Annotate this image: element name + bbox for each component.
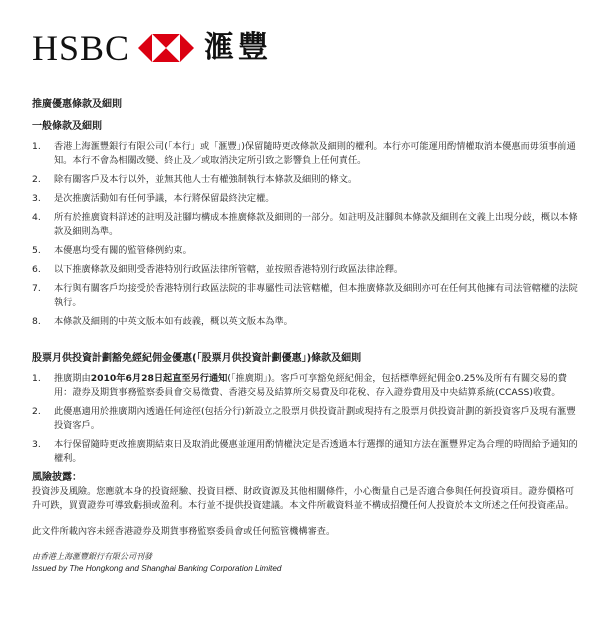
list-item xyxy=(32,438,582,466)
item-number: 6. xyxy=(32,264,41,275)
item-text: 本優惠均受有關的監管條例約束。 xyxy=(54,245,192,256)
regulatory-notice: 此文件所載內容未經香港證券及期貨事務監察委員會或任何監管機構審查。 xyxy=(32,526,336,537)
hsbc-hexagon-icon xyxy=(138,34,194,62)
item-text: 所有於推廣資料詳述的註明及註腳均構成本推廣條款及細則的一部分。如註明及註腳與本條款及細則在文義上出現分歧，概以本條款及細則為準。 xyxy=(54,212,578,237)
item-number: 3. xyxy=(32,193,41,204)
list-item xyxy=(32,211,582,239)
item-text: 香港上海滙豐銀行有限公司(「本行」或「滙豐」)保留隨時更改條款及細則的權利。本行亦可能運用酌情權取消本優惠而毋須事前通知。本行不會為相關改變、終止及／或取消決定所引致之影響負上任何責任。 xyxy=(54,141,576,166)
general-terms-list xyxy=(32,140,582,329)
item-number: 3. xyxy=(32,439,41,450)
item-text: 本行保留隨時更改推廣期結束日及取消此優惠並運用酌情權決定是否透過本行選擇的通知方法在滙豐界定為合理的時間給予通知的權利。 xyxy=(54,439,578,464)
item-number: 4. xyxy=(32,212,41,223)
item-number: 1. xyxy=(32,141,41,152)
item-text: 是次推廣活動如有任何爭議，本行將保留最終決定權。 xyxy=(54,193,275,204)
section1-subheading: 一般條款及細則 xyxy=(32,121,102,132)
item-number: 5. xyxy=(32,245,41,256)
list-item xyxy=(32,192,582,206)
risk-disclosure-title: 風險披露： xyxy=(32,472,82,483)
section1-heading: 推廣優惠條款及細則 xyxy=(32,99,122,110)
section2-heading: 股票月供投資計劃豁免經紀佣金優惠(「股票月供投資計劃優惠」)條款及細則 xyxy=(32,353,362,364)
list-item xyxy=(32,173,582,187)
item-number: 2. xyxy=(32,406,41,417)
list-item xyxy=(32,263,582,277)
item-number: 8. xyxy=(32,316,41,327)
list-item xyxy=(32,140,582,168)
item-text xyxy=(54,372,582,400)
terms-content xyxy=(32,98,582,575)
item-text: 本條款及細則的中英文版本如有歧義，概以英文版本為準。 xyxy=(54,316,293,327)
list-item xyxy=(32,244,582,258)
logo-wordmark: HSBC xyxy=(32,28,131,68)
list-item xyxy=(32,405,582,433)
issuer-chinese: 由香港上海滙豐銀行有限公司刊發 xyxy=(32,552,152,561)
list-item xyxy=(32,372,582,400)
list-item xyxy=(32,282,582,310)
hsbc-logo xyxy=(32,28,272,68)
item-text: 以下推廣條款及細則受香港特別行政區法律所管轄，並按照香港特別行政區法律詮釋。 xyxy=(54,264,404,275)
item-text: 本行與有關客戶均接受於香港特別行政區法院的非專屬性司法管轄權，但本推廣條款及細則亦可在任何其他擁有司法管轄權的法院執行。 xyxy=(54,283,578,308)
item-text: 此優惠適用於推廣期內透過任何途徑(包括分行)新設立之股票月供投資計劃或現持有之股票月供投資計劃的新投資客戶及現有滙豐投資客戶。 xyxy=(54,406,576,431)
logo-chinese: 滙豐 xyxy=(204,30,273,65)
monthly-plan-terms-list xyxy=(32,372,582,466)
item-text: 除有關客戶及本行以外，並無其他人士有權強制執行本條款及細則的條文。 xyxy=(54,174,358,185)
issuer-english: Issued by The Hongkong and Shanghai Banking Corporation Limited xyxy=(32,564,282,573)
item-number: 2. xyxy=(32,174,41,185)
risk-disclosure-text: 投資涉及風險。您應就本身的投資經驗、投資目標、財政資源及其他相關條件，小心衡量自己是否適合參與任何投資項目。證券價格可升可跌，買賣證券可導致虧損或盈利。本行並不提供投資建議。本文件所載資料並不構成招攬任何人投資於本文所述之任何投資產品。 xyxy=(32,486,575,511)
item-number: 7. xyxy=(32,283,41,294)
promo-period-bold: 2010年6月28日起直至另行通知 xyxy=(90,373,228,384)
list-item xyxy=(32,315,582,329)
item-text-pre: 推廣期由 xyxy=(54,373,91,384)
item-text-post: (「推廣期」)。客戶可享豁免經紀佣金，包括標準經紀佣金0.25%及所有有關交易的費用：證券及期貨事務監察委員會交易徵費、香港交易及結算所交易費及印花稅、存入證券費用及中央結算系統(CCASS)收費。 xyxy=(54,373,567,398)
item-number: 1. xyxy=(32,373,41,384)
